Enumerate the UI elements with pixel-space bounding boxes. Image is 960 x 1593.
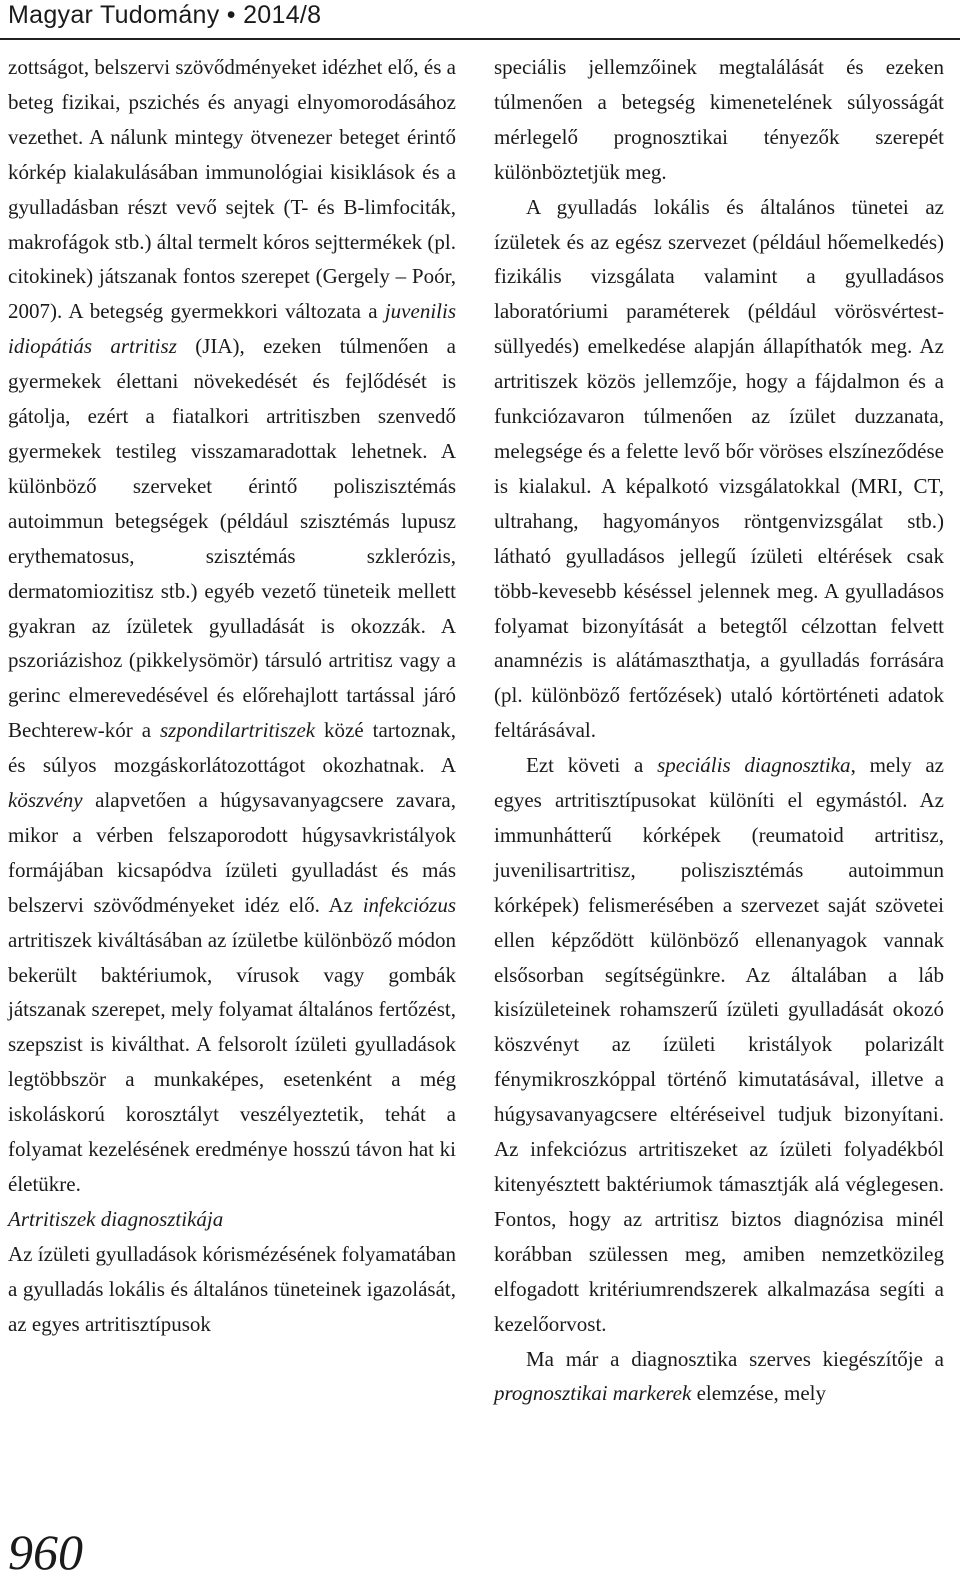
right-column bbox=[494, 50, 944, 1411]
text-run: alapvetően a húgysavanyagcsere zavara, mikor a vérben felszaporodott húgysavkristályok formájában kicsapódva ízületi gyulladást és más belszervi szövődményeket idéz elő. Az bbox=[8, 788, 456, 917]
text-run: közé tartoznak, és súlyos mozgáskorlátozottágot okozhatnak. A bbox=[8, 718, 456, 778]
paragraph bbox=[494, 1342, 944, 1412]
section-heading: Artritiszek diagnosztikája bbox=[8, 1206, 224, 1231]
text-run: artritiszek kiváltásában az ízületbe különböző módon bekerült baktériumok, vírusok vagy gombák játszanak szerepet, mely folyamat általános fertőzést, szepszist is kiválthat. A felsorolt ízületi gyulladások legtöbbször a munkaképes, esetenként a még iskoláskorú korosztályt veszélyeztetik, tehát a folyamat kezelésének eredménye hosszú távon hat ki életükre. bbox=[8, 927, 456, 1196]
paragraph: A gyulladás lokális és általános tünetei az ízületek és az egész szervezet (például hőemelkedés) fizikális vizsgálata valamint a gyulladásos laboratóriumi paraméterek (például vörösvértest-süllyedés) emelkedése alapján állapíthatók meg. Az artritiszek közös jellemzője, hogy a fájdalmon és a funkciózavaron túlmenően az ízület duzzanata, melegsége és a felette levő bőr vöröses elszíneződése is kialakul. A képalkotó vizsgálatokkal (MRI, CT, ultrahang, hagyományos röntgenvizsgálat stb.) látható gyulladásos jellegű ízületi eltérések csak több-kevesebb késéssel jelennek meg. A gyulladásos folyamat bizonyítását a betegtől célzottan felvett anamnézis is alátámaszthatja, a gyulladás forrására (pl. különböző fertőzések) utaló kórtörténeti adatok feltárásával. bbox=[494, 194, 944, 743]
italic-term: prognosztikai markerek bbox=[494, 1381, 692, 1406]
paragraph: speciális jellemzőinek megtalálását és ezeken túlmenően a betegség kimenetelének súlyosságát mérlegelő prognosztikai tényezők szerepét különböztetjük meg. bbox=[494, 55, 944, 184]
running-header bbox=[8, 0, 321, 34]
text-run: zottságot, belszervi szövődményeket idézhet elő, és a beteg fizikai, pszichés és anyagi elnyomorodásához vezethet. A nálunk mintegy ötvenezer beteget érintő kórkép kialakulásában immunológiai kisiklások és a gyulladásban részt vevő sejtek (T- és B-limfociták, makrofágok stb.) által termelt kóros sejttermékek (pl. citokinek) játszanak fontos szerepet (Gergely – Poór, 2007). A betegség gyermekkori változata a bbox=[8, 55, 456, 324]
paragraph bbox=[494, 748, 944, 1341]
italic-term: szpondilartritiszek bbox=[159, 718, 316, 743]
paragraph: Az ízületi gyulladások kórismézésének folyamatában a gyulladás lokális és általános tüneteinek igazolását, az egyes artritisztípusok bbox=[8, 1241, 456, 1336]
text-run: Ma már a diagnosztika szerves kiegészítője a bbox=[526, 1346, 944, 1371]
italic-term: infekciózus bbox=[362, 892, 456, 917]
text-run: (JIA), ezeken túlmenően a gyermekek élettani növekedését és fejlődését is gátolja, ezért a fiatalkori artritiszben szenvedő gyermekek testileg visszamaradottak lehetnek. A különböző szerveket érintő poliszisztémás autoimmun betegségek (például szisztémás lupusz erythematosus, szisztémás szklerózis, dermatomiozitisz stb.) egyéb vezető tüneteik mellett gyakran az ízületek gyulladását is okozzák. A pszoriázishoz (pikkelysömör) társuló artritisz vagy a gerinc elmerevedésével és előrehajlott tartással járó Bechterew-kór a bbox=[8, 334, 456, 743]
left-column bbox=[8, 50, 456, 1342]
journal-title: Magyar Tudomány • 2014/8 bbox=[8, 1, 322, 29]
italic-term: speciális diagnosztika bbox=[657, 753, 851, 778]
paragraph bbox=[8, 50, 456, 1202]
italic-term: köszvény bbox=[8, 788, 83, 813]
text-run: Ezt követi a bbox=[526, 753, 658, 778]
text-run: elemzése, mely bbox=[691, 1381, 827, 1406]
text-run: , mely az egyes artritisztípusokat különíti el egymástól. Az immunhátterű kórképek (reumatoid artritisz, juvenilisartritisz, poliszisztémás autoimmun kórképek) felismerésében a szervezet saját szövetei ellen képződött különböző ellenanyagok vannak elsősorban segítségünkre. Az általában a láb kisízületeinek rohamszerű ízületi gyulladását okozó köszvényt az ízületi kristályok polarizált fénymikroszkóppal történő kimutatásával, illetve a húgysavanyagcsere eltéréseivel tudjuk bizonyítani. Az infekciózus artritiszeket az ízületi folyadékból kitenyésztett baktériumok támasztják alá véglegesen. Fontos, hogy az artritisz biztos diagnózisa minél korábban szülessen meg, amiben nemzetközileg elfogadott kritériumrendszerek alkalmazása segíti a kezelőorvost. bbox=[494, 753, 944, 1336]
header-rule bbox=[0, 38, 960, 40]
page-number: 960 bbox=[8, 1524, 83, 1580]
italic-term: juvenilis idiopátiás artritisz bbox=[8, 299, 456, 359]
